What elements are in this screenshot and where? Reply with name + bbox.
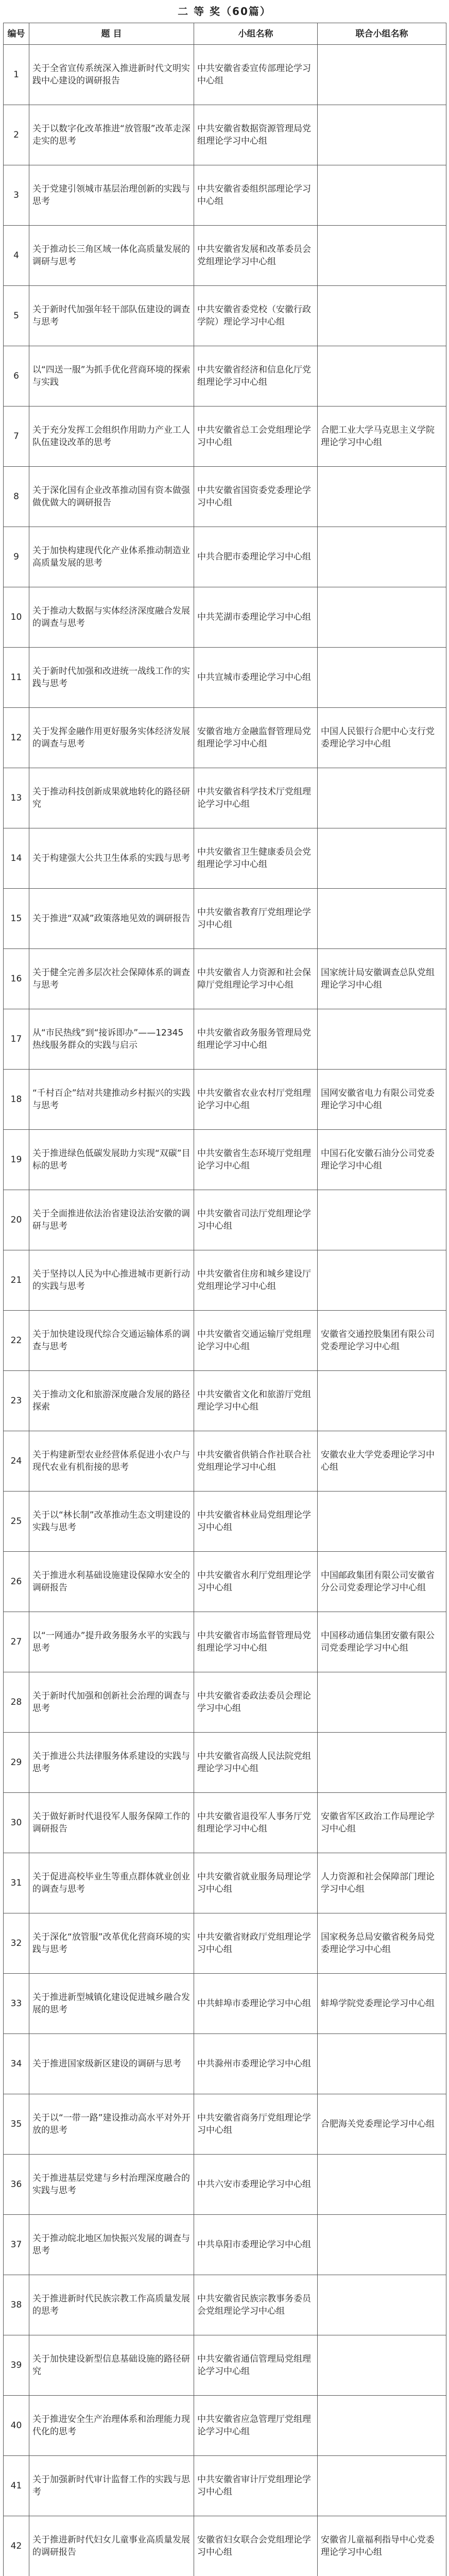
- table-row: [4, 828, 446, 889]
- cell-number: 22: [4, 1311, 29, 1371]
- cell-joint-group-name: [318, 165, 446, 226]
- table-row: [4, 2275, 446, 2335]
- cell-joint-group-name: [318, 286, 446, 346]
- cell-title: 关于深化“放管服”改革优化营商环境的实践与思考: [29, 1913, 194, 1974]
- cell-number: 38: [4, 2275, 29, 2335]
- cell-title: 关于充分发挥工会组织作用助力产业工人队伍建设改革的思考: [29, 406, 194, 467]
- cell-group-name: 中共安徽省文化和旅游厅党组理论学习中心组: [194, 1371, 318, 1431]
- cell-number: 29: [4, 1733, 29, 1793]
- header-joint-group-name: 联合小组名称: [318, 23, 446, 45]
- cell-group-name: 中共芜湖市委理论学习中心组: [194, 587, 318, 648]
- table-row: [4, 45, 446, 105]
- cell-number: 40: [4, 2396, 29, 2456]
- cell-group-name: 中共安徽省卫生健康委员会党组理论学习中心组: [194, 828, 318, 889]
- cell-title: 关于推进国家级新区建设的调研与思考: [29, 2034, 194, 2094]
- cell-group-name: 中共安徽省财政厅党组理论学习中心组: [194, 1913, 318, 1974]
- cell-group-name: 中共安徽省供销合作社联合社党组理论学习中心组: [194, 1431, 318, 1492]
- cell-title: 关于推进绿色低碳发展助力实现“双碳”目标的思考: [29, 1130, 194, 1190]
- cell-title: 关于推进水利基础设施建设保障水安全的调研报告: [29, 1552, 194, 1612]
- cell-title: 关于推动皖北地区加快振兴发展的调查与思考: [29, 2215, 194, 2275]
- cell-joint-group-name: [318, 2155, 446, 2215]
- cell-number: 28: [4, 1672, 29, 1733]
- cell-joint-group-name: [318, 1190, 446, 1250]
- cell-title: 关于推进安全生产治理体系和治理能力现代化的思考: [29, 2396, 194, 2456]
- cell-group-name: 中共合肥市委理论学习中心组: [194, 527, 318, 587]
- cell-group-name: 安徽省妇女联合会党组理论学习中心组: [194, 2516, 318, 2576]
- table-row: [4, 2396, 446, 2456]
- cell-joint-group-name: [318, 105, 446, 165]
- cell-number: 37: [4, 2215, 29, 2275]
- cell-group-name: 中共安徽省委政法委员会理论学习中心组: [194, 1672, 318, 1733]
- cell-group-name: 中共安徽省农业农村厅党组理论学习中心组: [194, 1070, 318, 1130]
- cell-title: 关于促进高校毕业生等重点群体就业创业的调查与思考: [29, 1853, 194, 1913]
- cell-joint-group-name: 人力资源和社会保障部门理论学习中心组: [318, 1853, 446, 1913]
- cell-title: 关于加快建设新型信息基础设施的路径研究: [29, 2335, 194, 2396]
- cell-number: 3: [4, 165, 29, 226]
- cell-number: 5: [4, 286, 29, 346]
- cell-joint-group-name: 国家税务总局安徽省税务局党委理论学习中心组: [318, 1913, 446, 1974]
- table-row: [4, 1612, 446, 1672]
- cell-joint-group-name: 安徽省交通控股集团有限公司党委理论学习中心组: [318, 1311, 446, 1371]
- table-header: [4, 23, 446, 45]
- table-row: [4, 1250, 446, 1311]
- cell-joint-group-name: [318, 1672, 446, 1733]
- cell-number: 19: [4, 1130, 29, 1190]
- table-row: [4, 889, 446, 949]
- cell-joint-group-name: 中国人民银行合肥中心支行党委理论学习中心组: [318, 708, 446, 768]
- cell-title: 关于全面推进依法治省建设法治安徽的调研与思考: [29, 1190, 194, 1250]
- cell-title: 关于推进公共法律服务体系建设的实践与思考: [29, 1733, 194, 1793]
- cell-title: 关于做好新时代退役军人服务保障工作的调研报告: [29, 1793, 194, 1853]
- table-row: [4, 2034, 446, 2094]
- cell-joint-group-name: [318, 467, 446, 527]
- table-row: [4, 165, 446, 226]
- cell-number: 39: [4, 2335, 29, 2396]
- cell-number: 34: [4, 2034, 29, 2094]
- cell-joint-group-name: [318, 527, 446, 587]
- table-row: [4, 406, 446, 467]
- cell-number: 26: [4, 1552, 29, 1612]
- cell-group-name: 中共安徽省教育厅党组理论学习中心组: [194, 889, 318, 949]
- cell-title: 关于党建引领城市基层治理创新的实践与思考: [29, 165, 194, 226]
- cell-number: 8: [4, 467, 29, 527]
- cell-number: 10: [4, 587, 29, 648]
- cell-title: 关于加快构建现代化产业体系推动制造业高质量发展的思考: [29, 527, 194, 587]
- cell-title: 关于推进新时代妇女儿童事业高质量发展的调研报告: [29, 2516, 194, 2576]
- cell-title: 关于推动文化和旅游深度融合发展的路径探索: [29, 1371, 194, 1431]
- cell-title: 关于推动长三角区域一体化高质量发展的调研与思考: [29, 226, 194, 286]
- section-title: 二 等 奖（60篇）: [178, 5, 271, 18]
- table-row: [4, 286, 446, 346]
- cell-number: 14: [4, 828, 29, 889]
- table-row: [4, 2155, 446, 2215]
- cell-joint-group-name: [318, 2456, 446, 2516]
- cell-number: 36: [4, 2155, 29, 2215]
- cell-group-name: 中共安徽省数据资源管理局党组理论学习中心组: [194, 105, 318, 165]
- cell-number: 31: [4, 1853, 29, 1913]
- table-row: [4, 1913, 446, 1974]
- cell-group-name: 中共安徽省民族宗教事务委员会党组理论学习中心组: [194, 2275, 318, 2335]
- cell-group-name: 中共安徽省商务厅党组理论学习中心组: [194, 2094, 318, 2155]
- table-row: [4, 2516, 446, 2576]
- cell-group-name: 中共安徽省司法厅党组理论学习中心组: [194, 1190, 318, 1250]
- cell-title: “千村百企”结对共建推动乡村振兴的实践与思考: [29, 1070, 194, 1130]
- table-row: [4, 1793, 446, 1853]
- cell-joint-group-name: [318, 1009, 446, 1070]
- cell-joint-group-name: [318, 1492, 446, 1552]
- cell-number: 20: [4, 1190, 29, 1250]
- table-row: [4, 1009, 446, 1070]
- cell-joint-group-name: [318, 2335, 446, 2396]
- cell-number: 21: [4, 1250, 29, 1311]
- table-row: [4, 467, 446, 527]
- table-row: [4, 2335, 446, 2396]
- cell-number: 15: [4, 889, 29, 949]
- header-number: 编号: [4, 23, 29, 45]
- cell-number: 18: [4, 1070, 29, 1130]
- cell-title: 关于发挥金融作用更好服务实体经济发展的调查与思考: [29, 708, 194, 768]
- table-row: [4, 1974, 446, 2034]
- table-row: [4, 1190, 446, 1250]
- cell-group-name: 中共安徽省生态环境厅党组理论学习中心组: [194, 1130, 318, 1190]
- cell-joint-group-name: [318, 45, 446, 105]
- table-row: [4, 1130, 446, 1190]
- cell-number: 23: [4, 1371, 29, 1431]
- cell-number: 4: [4, 226, 29, 286]
- table-row: [4, 1311, 446, 1371]
- cell-joint-group-name: [318, 828, 446, 889]
- cell-title: 以“四送一服”为抓手优化营商环境的探索与实践: [29, 346, 194, 406]
- table-row: [4, 1853, 446, 1913]
- table-header-row: [4, 23, 446, 45]
- cell-title: 关于以数字化改革推进“放管服”改革走深走实的思考: [29, 105, 194, 165]
- cell-joint-group-name: [318, 648, 446, 708]
- cell-joint-group-name: 中国移动通信集团安徽有限公司党委理论学习中心组: [318, 1612, 446, 1672]
- cell-group-name: 中共安徽省林业局党组理论学习中心组: [194, 1492, 318, 1552]
- cell-number: 16: [4, 949, 29, 1009]
- cell-group-name: 中共安徽省退役军人事务厅党组理论学习中心组: [194, 1793, 318, 1853]
- cell-group-name: 中共安徽省经济和信息化厅党组理论学习中心组: [194, 346, 318, 406]
- cell-group-name: 中共安徽省总工会党组理论学习中心组: [194, 406, 318, 467]
- cell-number: 35: [4, 2094, 29, 2155]
- cell-group-name: 中共安徽省委组织部理论学习中心组: [194, 165, 318, 226]
- cell-title: 从“市民热线”到“接诉即办”——12345热线服务群众的实践与启示: [29, 1009, 194, 1070]
- cell-joint-group-name: 合肥工业大学马克思主义学院理论学习中心组: [318, 406, 446, 467]
- table-row: [4, 708, 446, 768]
- cell-group-name: 中共安徽省住房和城乡建设厅党组理论学习中心组: [194, 1250, 318, 1311]
- cell-joint-group-name: 国家统计局安徽调查总队党组理论学习中心组: [318, 949, 446, 1009]
- cell-joint-group-name: [318, 1250, 446, 1311]
- table-body: [4, 45, 446, 2576]
- table-row: [4, 1733, 446, 1793]
- cell-group-name: 中共六安市委理论学习中心组: [194, 2155, 318, 2215]
- cell-joint-group-name: 国网安徽省电力有限公司党委理论学习中心组: [318, 1070, 446, 1130]
- table-row: [4, 346, 446, 406]
- cell-title: 关于以“林长制”改革推动生态文明建设的实践与思考: [29, 1492, 194, 1552]
- cell-joint-group-name: 中国邮政集团有限公司安徽省分公司党委理论学习中心组: [318, 1552, 446, 1612]
- cell-number: 6: [4, 346, 29, 406]
- cell-joint-group-name: [318, 587, 446, 648]
- cell-number: 7: [4, 406, 29, 467]
- cell-group-name: 中共安徽省委宣传部理论学习中心组: [194, 45, 318, 105]
- cell-joint-group-name: [318, 889, 446, 949]
- cell-group-name: 中共安徽省科学技术厅党组理论学习中心组: [194, 768, 318, 828]
- cell-number: 1: [4, 45, 29, 105]
- cell-number: 25: [4, 1492, 29, 1552]
- cell-joint-group-name: [318, 1371, 446, 1431]
- cell-title: 关于新时代加强和创新社会治理的调查与思考: [29, 1672, 194, 1733]
- cell-number: 32: [4, 1913, 29, 1974]
- cell-joint-group-name: 安徽省儿童福利指导中心党委理论学习中心组: [318, 2516, 446, 2576]
- header-group-name: 小组名称: [194, 23, 318, 45]
- cell-joint-group-name: [318, 2034, 446, 2094]
- cell-joint-group-name: [318, 2275, 446, 2335]
- cell-joint-group-name: [318, 1733, 446, 1793]
- cell-group-name: 中共安徽省高级人民法院党组理论学习中心组: [194, 1733, 318, 1793]
- cell-joint-group-name: [318, 768, 446, 828]
- cell-number: 30: [4, 1793, 29, 1853]
- cell-title: 关于构建新型农业经营体系促进小农户与现代农业有机衔接的思考: [29, 1431, 194, 1492]
- cell-group-name: 中共安徽省审计厅党组理论学习中心组: [194, 2456, 318, 2516]
- cell-title: 以“一网通办”提升政务服务水平的实践与思考: [29, 1612, 194, 1672]
- cell-group-name: 中共滁州市委理论学习中心组: [194, 2034, 318, 2094]
- table-row: [4, 1552, 446, 1612]
- cell-number: 33: [4, 1974, 29, 2034]
- cell-title: 关于推进新时代民族宗教工作高质量发展的思考: [29, 2275, 194, 2335]
- cell-title: 关于推动大数据与实体经济深度融合发展的调查与思考: [29, 587, 194, 648]
- cell-joint-group-name: [318, 226, 446, 286]
- cell-title: 关于推进“双减”政策落地见效的调研报告: [29, 889, 194, 949]
- cell-title: 关于构建强大公共卫生体系的实践与思考: [29, 828, 194, 889]
- cell-joint-group-name: 安徽省军区政治工作局理论学习中心组: [318, 1793, 446, 1853]
- cell-number: 27: [4, 1612, 29, 1672]
- cell-number: 2: [4, 105, 29, 165]
- cell-group-name: 中共安徽省通信管理局党组理论学习中心组: [194, 2335, 318, 2396]
- header-title: 题 目: [29, 23, 194, 45]
- cell-group-name: 中共安徽省国资委党委理论学习中心组: [194, 467, 318, 527]
- cell-group-name: 中共安徽省委党校（安徽行政学院）理论学习中心组: [194, 286, 318, 346]
- cell-joint-group-name: [318, 2215, 446, 2275]
- table-row: [4, 949, 446, 1009]
- cell-title: 关于加强新时代审计监督工作的实践与思考: [29, 2456, 194, 2516]
- table-row: [4, 1371, 446, 1431]
- table-row: [4, 768, 446, 828]
- cell-joint-group-name: [318, 346, 446, 406]
- cell-joint-group-name: 蚌埠学院党委理论学习中心组: [318, 1974, 446, 2034]
- cell-title: 关于健全完善多层次社会保障体系的调查与思考: [29, 949, 194, 1009]
- cell-group-name: 中共安徽省就业服务局理论学习中心组: [194, 1853, 318, 1913]
- cell-number: 17: [4, 1009, 29, 1070]
- cell-group-name: 中共安徽省政务服务管理局党组理论学习中心组: [194, 1009, 318, 1070]
- cell-title: 关于坚持以人民为中心推进城市更新行动的实践与思考: [29, 1250, 194, 1311]
- cell-group-name: 中共阜阳市委理论学习中心组: [194, 2215, 318, 2275]
- cell-title: 关于推动科技创新成果就地转化的路径研究: [29, 768, 194, 828]
- cell-group-name: 中共安徽省应急管理厅党组理论学习中心组: [194, 2396, 318, 2456]
- cell-number: 9: [4, 527, 29, 587]
- table-row: [4, 2215, 446, 2275]
- table-row: [4, 1672, 446, 1733]
- cell-number: 41: [4, 2456, 29, 2516]
- table-row: [4, 2456, 446, 2516]
- table-row: [4, 527, 446, 587]
- table-row: [4, 105, 446, 165]
- cell-group-name: 中共蚌埠市委理论学习中心组: [194, 1974, 318, 2034]
- cell-number: 42: [4, 2516, 29, 2576]
- cell-group-name: 中共安徽省市场监督管理局党组理论学习中心组: [194, 1612, 318, 1672]
- cell-group-name: 中共安徽省人力资源和社会保障厅党组理论学习中心组: [194, 949, 318, 1009]
- cell-title: 关于推进新型城镇化建设促进城乡融合发展的思考: [29, 1974, 194, 2034]
- cell-number: 13: [4, 768, 29, 828]
- cell-joint-group-name: 安徽农业大学党委理论学习中心组: [318, 1431, 446, 1492]
- table-row: [4, 587, 446, 648]
- cell-number: 24: [4, 1431, 29, 1492]
- cell-title: 关于推进基层党建与乡村治理深度融合的实践与思考: [29, 2155, 194, 2215]
- cell-group-name: 中共安徽省水利厅党组理论学习中心组: [194, 1552, 318, 1612]
- table-row: [4, 648, 446, 708]
- cell-number: 12: [4, 708, 29, 768]
- cell-title: 关于新时代加强和改进统一战线工作的实践与思考: [29, 648, 194, 708]
- table-row: [4, 226, 446, 286]
- cell-joint-group-name: 中国石化安徽石油分公司党委理论学习中心组: [318, 1130, 446, 1190]
- cell-title: 关于全省宣传系统深入推进新时代文明实践中心建设的调研报告: [29, 45, 194, 105]
- table-row: [4, 1431, 446, 1492]
- cell-group-name: 中共安徽省发展和改革委员会党组理论学习中心组: [194, 226, 318, 286]
- cell-joint-group-name: 合肥海关党委理论学习中心组: [318, 2094, 446, 2155]
- cell-group-name: 安徽省地方金融监督管理局党组理论学习中心组: [194, 708, 318, 768]
- table-row: [4, 1492, 446, 1552]
- cell-title: 关于新时代加强年轻干部队伍建设的调查与思考: [29, 286, 194, 346]
- table-row: [4, 1070, 446, 1130]
- award-table: [3, 23, 446, 2576]
- table-row: [4, 2094, 446, 2155]
- cell-number: 11: [4, 648, 29, 708]
- cell-title: 关于深化国有企业改革推动国有资本做强做优做大的调研报告: [29, 467, 194, 527]
- cell-title: 关于以“一带一路”建设推动高水平对外开放的思考: [29, 2094, 194, 2155]
- cell-title: 关于加快建设现代综合交通运输体系的调查与思考: [29, 1311, 194, 1371]
- cell-group-name: 中共宣城市委理论学习中心组: [194, 648, 318, 708]
- cell-group-name: 中共安徽省交通运输厅党组理论学习中心组: [194, 1311, 318, 1371]
- cell-joint-group-name: [318, 2396, 446, 2456]
